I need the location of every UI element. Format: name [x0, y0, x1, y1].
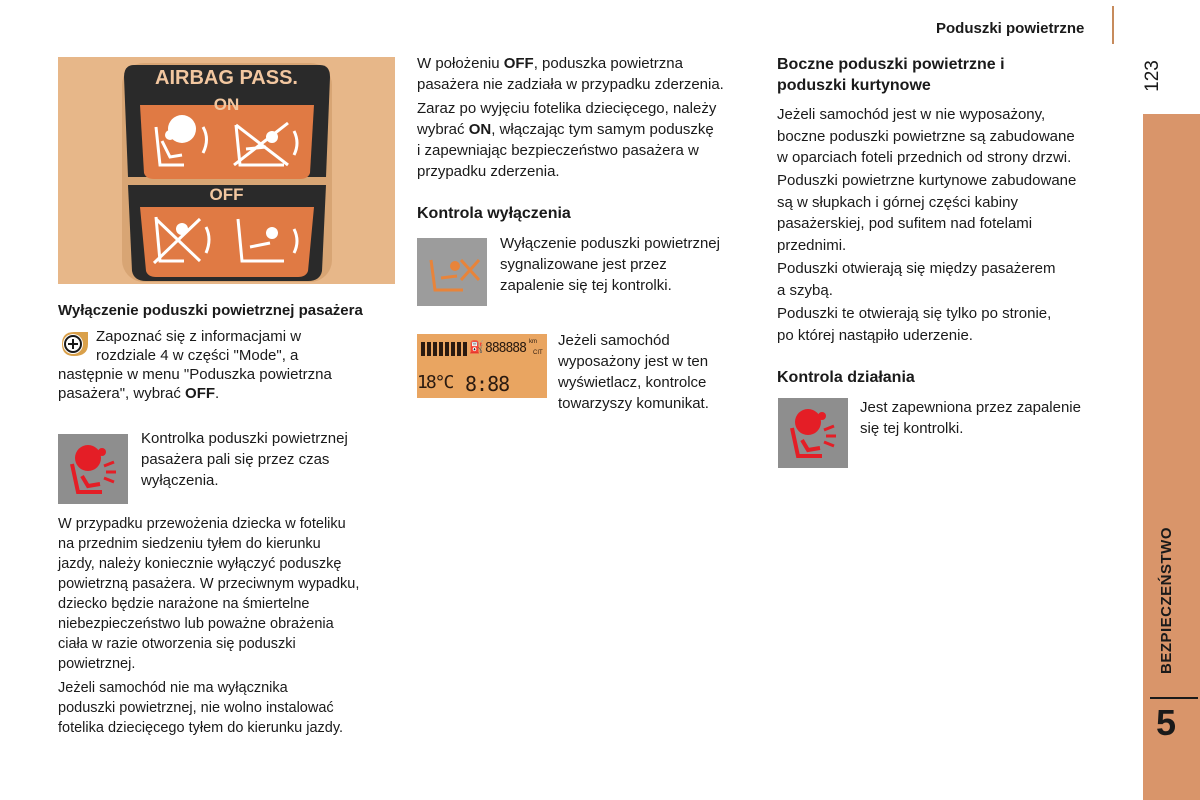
airbag-off-indicator-icon — [417, 238, 487, 306]
curtain-airbags-line-2: są w słupkach i górnej części kabiny — [777, 193, 1018, 211]
section-heading-deactivation-check: Kontrola wyłączenia — [417, 205, 571, 222]
paragraph-child-seat-warning — [58, 514, 359, 674]
airbag-panel-illustration — [58, 57, 395, 284]
child-seat-line-3: jazdy, należy koniecznie wyłączyć poduszkę — [58, 556, 342, 572]
indicator-description-2-line-3: zapalenie się tej kontrolki. — [500, 277, 672, 294]
indicator-description-3 — [860, 397, 1081, 439]
info-note-line-1: Zapoznać się z informacjami w — [96, 328, 302, 345]
child-seat-line-6: niebezpieczeństwo lub poważne obrażenia — [58, 616, 334, 632]
side-curtain-heading-line-2: poduszki kurtynowe — [777, 77, 931, 94]
page-title: Poduszki powietrzne — [936, 20, 1085, 37]
curtain-airbags-line-1: Poduszki powietrzne kurtynowe zabudowane — [777, 172, 1077, 189]
curtain-airbags-line-4: przednimi. — [777, 236, 847, 254]
child-seat-line-1: W przypadku przewożenia dziecka w foteliku — [58, 516, 346, 532]
airbag-operation-lamp-thumb — [778, 398, 848, 468]
paragraph-curtain-airbags — [777, 170, 1076, 256]
deployment-side-line-1: Poduszki te otwierają się tylko po stronie, — [777, 305, 1052, 322]
chapter-label: BEZPIECZEŃSTWO — [1157, 526, 1175, 674]
display-description-line-1: Jeżeli samochód — [558, 332, 670, 349]
indicator-description-3-line-1: Jest zapewniona przez zapalenie — [860, 399, 1081, 416]
info-note-line-4: pasażera", wybrać OFF. — [58, 385, 220, 402]
airbag-warning-lamp-thumb — [58, 434, 128, 504]
indicator-description-1-line-2: pasażera pali się przez czas — [141, 451, 330, 468]
side-curtain-heading-line-1: Boczne poduszki powietrzne i — [777, 56, 1005, 73]
lcd-bargraph — [421, 342, 467, 356]
lcd-time: 8:88 — [465, 372, 510, 396]
airbag-switch-photo — [58, 57, 395, 284]
section-heading-side-curtain-airbags — [777, 54, 1005, 96]
switch-label-off: OFF — [209, 185, 244, 204]
on-position-line-3: i zapewniając bezpieczeństwo pasażera w — [417, 142, 699, 159]
header-divider — [1112, 6, 1114, 44]
deployment-side-line-2: po której nastąpiło uderzenie. — [777, 326, 973, 344]
indicator-description-1 — [141, 428, 348, 491]
child-seat-line-7: ciała w razie otworzenia się poduszki — [58, 636, 296, 652]
child-seat-line-8: powietrznej. — [58, 656, 136, 672]
info-note — [58, 327, 398, 403]
paragraph-off-position — [417, 53, 724, 95]
child-seat-line-4: powietrzną pasażera. W przeciwnym wypadku, — [58, 576, 360, 592]
on-position-line-2: wybrać ON, włączając tym samym poduszkę — [417, 121, 714, 138]
no-switch-line-3: fotelika dziecięcego tyłem do kierunku jazdy. — [58, 720, 344, 736]
chapter-divider — [1150, 697, 1198, 699]
indicator-description-3-line-2: się tej kontrolki. — [860, 420, 964, 437]
off-position-line-1: W położeniu OFF, poduszka powietrzna — [417, 55, 683, 72]
page-number: 123 — [1142, 60, 1164, 92]
indicator-description-1-line-1: Kontrolka poduszki powietrznej — [141, 430, 348, 447]
paragraph-side-airbags — [777, 104, 1075, 169]
display-description-line-3: wyświetlacz, kontrolce — [558, 374, 707, 391]
indicator-description-2-line-1: Wyłączenie poduszki powietrznej — [500, 235, 720, 252]
lcd-fuel-icon: ⛽ — [469, 340, 484, 354]
lcd-top-digits: 888888 — [485, 341, 526, 356]
multifunction-display-image — [417, 332, 547, 398]
deployment-zone-line-2: a szybą. — [777, 281, 833, 299]
curtain-airbags-line-3: pasażerskiej, pod sufitem nad fotelami — [777, 215, 1033, 232]
side-airbags-line-2: boczne poduszki powietrzne są zabudowane — [777, 127, 1075, 145]
indicator-description-2 — [500, 233, 720, 296]
side-airbags-line-3: w oparciach foteli przednich od strony drzwi. — [777, 149, 1072, 166]
child-seat-line-5: dziecko będzie narażone na śmiertelne — [58, 596, 310, 612]
airbag-operation-icon — [778, 398, 848, 468]
info-note-line-2: rozdziale 4 w części "Mode", a — [96, 347, 299, 364]
lcd-unit-km: km — [529, 339, 537, 345]
paragraph-deployment-side — [777, 303, 1051, 346]
on-position-line-4: przypadku zderzenia. — [417, 163, 560, 180]
display-description-line-2: wyposażony jest w ten — [558, 353, 709, 370]
info-note-line-3: następnie w menu "Poduszka powietrzna — [58, 366, 332, 383]
paragraph-deployment-zone — [777, 258, 1055, 301]
lcd-unit-cit: CIT — [533, 350, 543, 356]
section-heading-operation-check: Kontrola działania — [777, 369, 915, 386]
no-switch-line-1: Jeżeli samochód nie ma wyłącznika — [58, 680, 288, 696]
off-position-line-2: pasażera nie zadziała w przypadku zderzenia. — [417, 76, 724, 93]
child-seat-line-2: na przednim siedzeniu tyłem do kierunku — [58, 536, 321, 552]
airbag-warning-icon — [58, 434, 128, 504]
lcd-temperature: 18°C — [417, 372, 453, 393]
indicator-description-1-line-3: wyłączenia. — [141, 472, 219, 489]
section-heading-deactivation: Wyłączenie poduszki powietrznej pasażera — [58, 302, 363, 319]
switch-label-on: ON — [213, 95, 240, 114]
display-description-line-4: towarzyszy komunikat. — [558, 395, 709, 412]
paragraph-no-switch — [58, 678, 343, 738]
switch-label-airbag-pass: AIRBAG PASS. — [155, 67, 298, 89]
chapter-number: 5 — [1155, 702, 1177, 743]
display-description — [558, 330, 709, 414]
indicator-description-2-line-2: sygnalizowane jest przez — [500, 256, 667, 273]
deployment-zone-line-1: Poduszki otwierają się między pasażerem — [777, 260, 1056, 277]
on-position-line-1: Zaraz po wyjęciu fotelika dziecięcego, należy — [417, 100, 717, 117]
side-airbags-line-1: Jeżeli samochód jest w nie wyposażony, — [777, 106, 1046, 123]
paragraph-on-position — [417, 98, 716, 182]
airbag-off-lamp-thumb — [417, 238, 487, 306]
no-switch-line-2: poduszki powietrznej, nie wolno instalować — [58, 700, 334, 716]
